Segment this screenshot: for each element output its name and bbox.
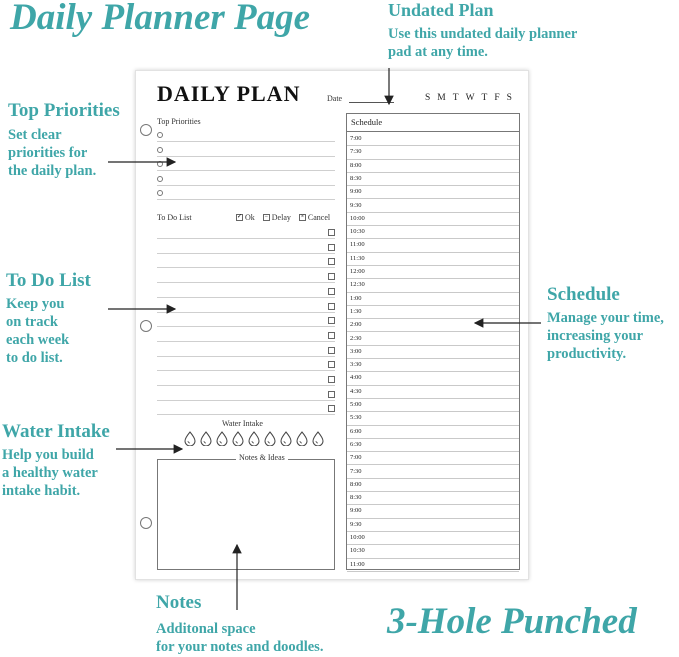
schedule-time-label: 10:30: [350, 547, 365, 555]
schedule-time-label: 9:00: [350, 188, 362, 196]
callout-undated: [388, 0, 577, 61]
legend-item: [299, 213, 330, 222]
schedule-time-label: 8:00: [350, 161, 362, 169]
todo-line[interactable]: [157, 414, 335, 415]
schedule-slot[interactable]: [347, 398, 519, 412]
punch-hole: [140, 124, 152, 136]
water-drop-icon[interactable]: [184, 431, 196, 446]
callout-schedule-line: productivity.: [547, 346, 627, 362]
water-drop-icon[interactable]: [232, 431, 244, 446]
sheet-title: DAILY PLAN: [157, 81, 301, 106]
callout-priorities-line: the daily plan.: [8, 163, 97, 179]
todo-line[interactable]: [157, 297, 335, 298]
legend-label: Delay: [271, 213, 291, 222]
todo-checkbox[interactable]: [328, 244, 335, 251]
priority-bullet: [157, 132, 163, 138]
schedule-heading: Schedule: [347, 114, 519, 132]
schedule-time-label: 7:30: [350, 467, 362, 475]
schedule-slot[interactable]: [347, 371, 519, 385]
weekday-row: [425, 93, 512, 103]
weekday-letter: T: [452, 93, 459, 103]
schedule-slot[interactable]: [347, 212, 519, 226]
schedule-time-label: 8:30: [350, 494, 362, 502]
planner-sheet: [135, 70, 529, 580]
schedule-time-label: 9:00: [350, 507, 362, 515]
schedule-slot[interactable]: [347, 199, 519, 213]
priority-bullet: [157, 176, 163, 182]
schedule-slot[interactable]: [347, 318, 519, 332]
schedule-time-label: 7:00: [350, 135, 362, 142]
todo-line[interactable]: [157, 238, 335, 239]
priority-bullet: [157, 190, 163, 196]
notes-box[interactable]: [157, 453, 335, 570]
todo-checkbox[interactable]: [328, 361, 335, 368]
callout-undated-title: Undated Plan: [388, 0, 494, 20]
schedule-time-label: 1:00: [350, 294, 362, 302]
schedule-slot[interactable]: [347, 225, 519, 239]
callout-notes-line: for your notes and doodles.: [156, 639, 324, 655]
schedule-slot[interactable]: [347, 558, 519, 572]
callout-priorities-line: Set clear: [8, 127, 62, 143]
priority-line[interactable]: [157, 199, 335, 200]
schedule-slot[interactable]: [347, 504, 519, 518]
schedule-slot[interactable]: [347, 465, 519, 479]
todo-line[interactable]: [157, 282, 335, 283]
todo-line[interactable]: [157, 400, 335, 401]
callout-undated-line: pad at any time.: [388, 44, 488, 60]
todo-heading: To Do List: [157, 213, 192, 222]
schedule-slot[interactable]: [347, 265, 519, 279]
callout-todo: [6, 270, 91, 367]
legend-delay-box: −: [264, 214, 268, 220]
schedule-time-label: 12:30: [350, 281, 365, 289]
callout-todo-line: Keep you: [6, 296, 65, 312]
schedule-slot[interactable]: [347, 385, 519, 399]
callout-water-title: Water Intake: [2, 421, 110, 442]
schedule-time-label: 10:00: [350, 534, 365, 541]
page-title: Daily Planner Page: [10, 0, 311, 38]
todo-checkbox[interactable]: [328, 258, 335, 265]
schedule-slot[interactable]: [347, 132, 519, 146]
schedule-time-label: 11:00: [350, 241, 365, 249]
callout-schedule-line: Manage your time,: [547, 310, 664, 326]
legend-item: [236, 213, 255, 222]
schedule-slot[interactable]: [347, 332, 519, 346]
callout-water-line: a healthy water: [2, 465, 98, 481]
priority-line[interactable]: [157, 141, 335, 142]
callout-water-line: Help you build: [2, 447, 94, 463]
schedule-slot[interactable]: [347, 185, 519, 199]
water-drops: [184, 431, 324, 446]
schedule-slot[interactable]: [347, 345, 519, 359]
weekday-letter: S: [506, 93, 512, 103]
weekday-letter: T: [481, 93, 488, 103]
schedule-slot[interactable]: [347, 292, 519, 306]
schedule-time-label: 5:00: [350, 401, 362, 408]
schedule-slot[interactable]: [347, 478, 519, 492]
todo-line[interactable]: [157, 385, 335, 386]
schedule-time-label: 7:00: [350, 454, 362, 462]
todo-line[interactable]: [157, 312, 335, 313]
schedule-slot[interactable]: [347, 172, 519, 186]
schedule-slot[interactable]: [347, 491, 519, 505]
legend-ok-box: ✓: [237, 214, 243, 220]
todo-line[interactable]: [157, 356, 335, 357]
todo-checkbox[interactable]: [328, 288, 335, 295]
callout-notes: [156, 592, 323, 656]
weekday-letter: F: [494, 93, 500, 103]
callout-schedule: [547, 284, 664, 363]
priority-bullet: [157, 147, 163, 153]
water-heading: Water Intake: [222, 419, 263, 428]
todo-checkbox[interactable]: [328, 405, 335, 412]
callout-notes-title: Notes: [156, 592, 202, 613]
callout-todo-line: each week: [6, 332, 70, 348]
priorities-heading: Top Priorities: [157, 117, 201, 126]
callout-todo-line: to do list.: [6, 350, 63, 366]
schedule-time-label: 8:00: [350, 480, 362, 488]
schedule-slot[interactable]: [347, 278, 519, 292]
schedule-slot[interactable]: [347, 252, 519, 266]
schedule-time-label: 10:30: [350, 228, 365, 236]
notes-heading: Notes & Ideas: [236, 453, 288, 462]
water-drop-icon[interactable]: [264, 431, 276, 446]
callout-undated-line: Use this undated daily planner: [388, 26, 578, 42]
schedule-slot[interactable]: [347, 305, 519, 319]
schedule-slot[interactable]: [347, 238, 519, 252]
legend-label: Ok: [245, 213, 255, 222]
schedule-time-label: 12:00: [350, 268, 365, 275]
schedule-time-label: 8:30: [350, 174, 362, 182]
schedule-slot[interactable]: [347, 438, 519, 452]
schedule-time-label: 2:30: [350, 334, 362, 342]
schedule-time-label: 3:30: [350, 361, 362, 369]
weekday-letter: M: [437, 93, 446, 103]
schedule-time-label: 4:00: [350, 374, 362, 382]
schedule-time-label: 11:00: [350, 560, 365, 568]
date-label: Date: [327, 94, 343, 103]
punch-hole: [140, 517, 152, 529]
callout-priorities: [8, 100, 120, 180]
callout-todo-line: on track: [6, 314, 58, 330]
todo-checkbox[interactable]: [328, 317, 335, 324]
callout-priorities-title: Top Priorities: [8, 100, 120, 121]
water-drop-icon[interactable]: [312, 431, 324, 446]
date-line: [349, 102, 394, 103]
water-drop-icon[interactable]: [248, 431, 260, 446]
callout-todo-title: To Do List: [6, 270, 91, 291]
todo-line[interactable]: [157, 326, 335, 327]
punch-hole: [140, 320, 152, 332]
hole-punched-title: 3-Hole Punched: [387, 601, 637, 642]
schedule-time-label: 1:30: [350, 307, 362, 315]
water-drop-icon[interactable]: [296, 431, 308, 446]
todo-checkbox[interactable]: [328, 347, 335, 354]
schedule-time-label: 4:30: [350, 387, 362, 395]
priority-line[interactable]: [157, 170, 335, 171]
todo-checkbox[interactable]: [328, 332, 335, 339]
schedule-time-label: 7:30: [350, 148, 362, 156]
schedule-time-label: 3:00: [350, 347, 362, 355]
schedule-slot[interactable]: [347, 518, 519, 532]
weekday-letter: W: [465, 93, 475, 103]
schedule-slot[interactable]: [347, 425, 519, 439]
schedule-slot[interactable]: [347, 531, 519, 545]
water-drop-icon[interactable]: [200, 431, 212, 446]
legend-item: [263, 213, 291, 222]
schedule-time-label: 5:30: [350, 414, 362, 422]
priority-bullet: [157, 161, 163, 167]
todo-checkbox[interactable]: [328, 391, 335, 398]
water-drop-icon[interactable]: [280, 431, 292, 446]
schedule-slot[interactable]: [347, 358, 519, 372]
schedule-time-label: 10:00: [350, 214, 365, 222]
schedule-time-label: 6:00: [350, 427, 362, 435]
priority-line[interactable]: [157, 156, 335, 157]
callout-schedule-title: Schedule: [547, 284, 620, 305]
todo-line[interactable]: [157, 267, 335, 268]
schedule-box: [346, 113, 520, 570]
callout-schedule-line: increasing your: [547, 328, 643, 344]
todo-line[interactable]: [157, 341, 335, 342]
schedule-time-label: 6:30: [350, 440, 362, 448]
schedule-slot[interactable]: [347, 411, 519, 425]
callout-water-line: intake habit.: [2, 483, 81, 499]
schedule-time-label: 11:30: [350, 254, 365, 262]
todo-checkbox[interactable]: [328, 229, 335, 236]
schedule-slot[interactable]: [347, 159, 519, 173]
legend-label: Cancel: [307, 213, 331, 222]
callout-water: [2, 421, 110, 500]
legend-cancel-box: ×: [300, 214, 305, 220]
weekday-letter: S: [425, 93, 431, 103]
schedule-time-label: 9:30: [350, 520, 362, 528]
callout-notes-line: Additonal space: [156, 621, 256, 637]
schedule-slot[interactable]: [347, 145, 519, 159]
callout-priorities-line: priorities for: [8, 145, 88, 161]
schedule-time-label: 9:30: [350, 201, 362, 209]
schedule-slot[interactable]: [347, 451, 519, 465]
todo-legend: [236, 213, 330, 222]
todo-checkbox[interactable]: [328, 303, 335, 310]
todo-checkbox[interactable]: [328, 273, 335, 280]
todo-line[interactable]: [157, 253, 335, 254]
schedule-slot[interactable]: [347, 544, 519, 558]
todo-line[interactable]: [157, 370, 335, 371]
water-drop-icon[interactable]: [216, 431, 228, 446]
priority-line[interactable]: [157, 185, 335, 186]
schedule-time-label: 2:00: [350, 321, 362, 329]
todo-checkbox[interactable]: [328, 376, 335, 383]
